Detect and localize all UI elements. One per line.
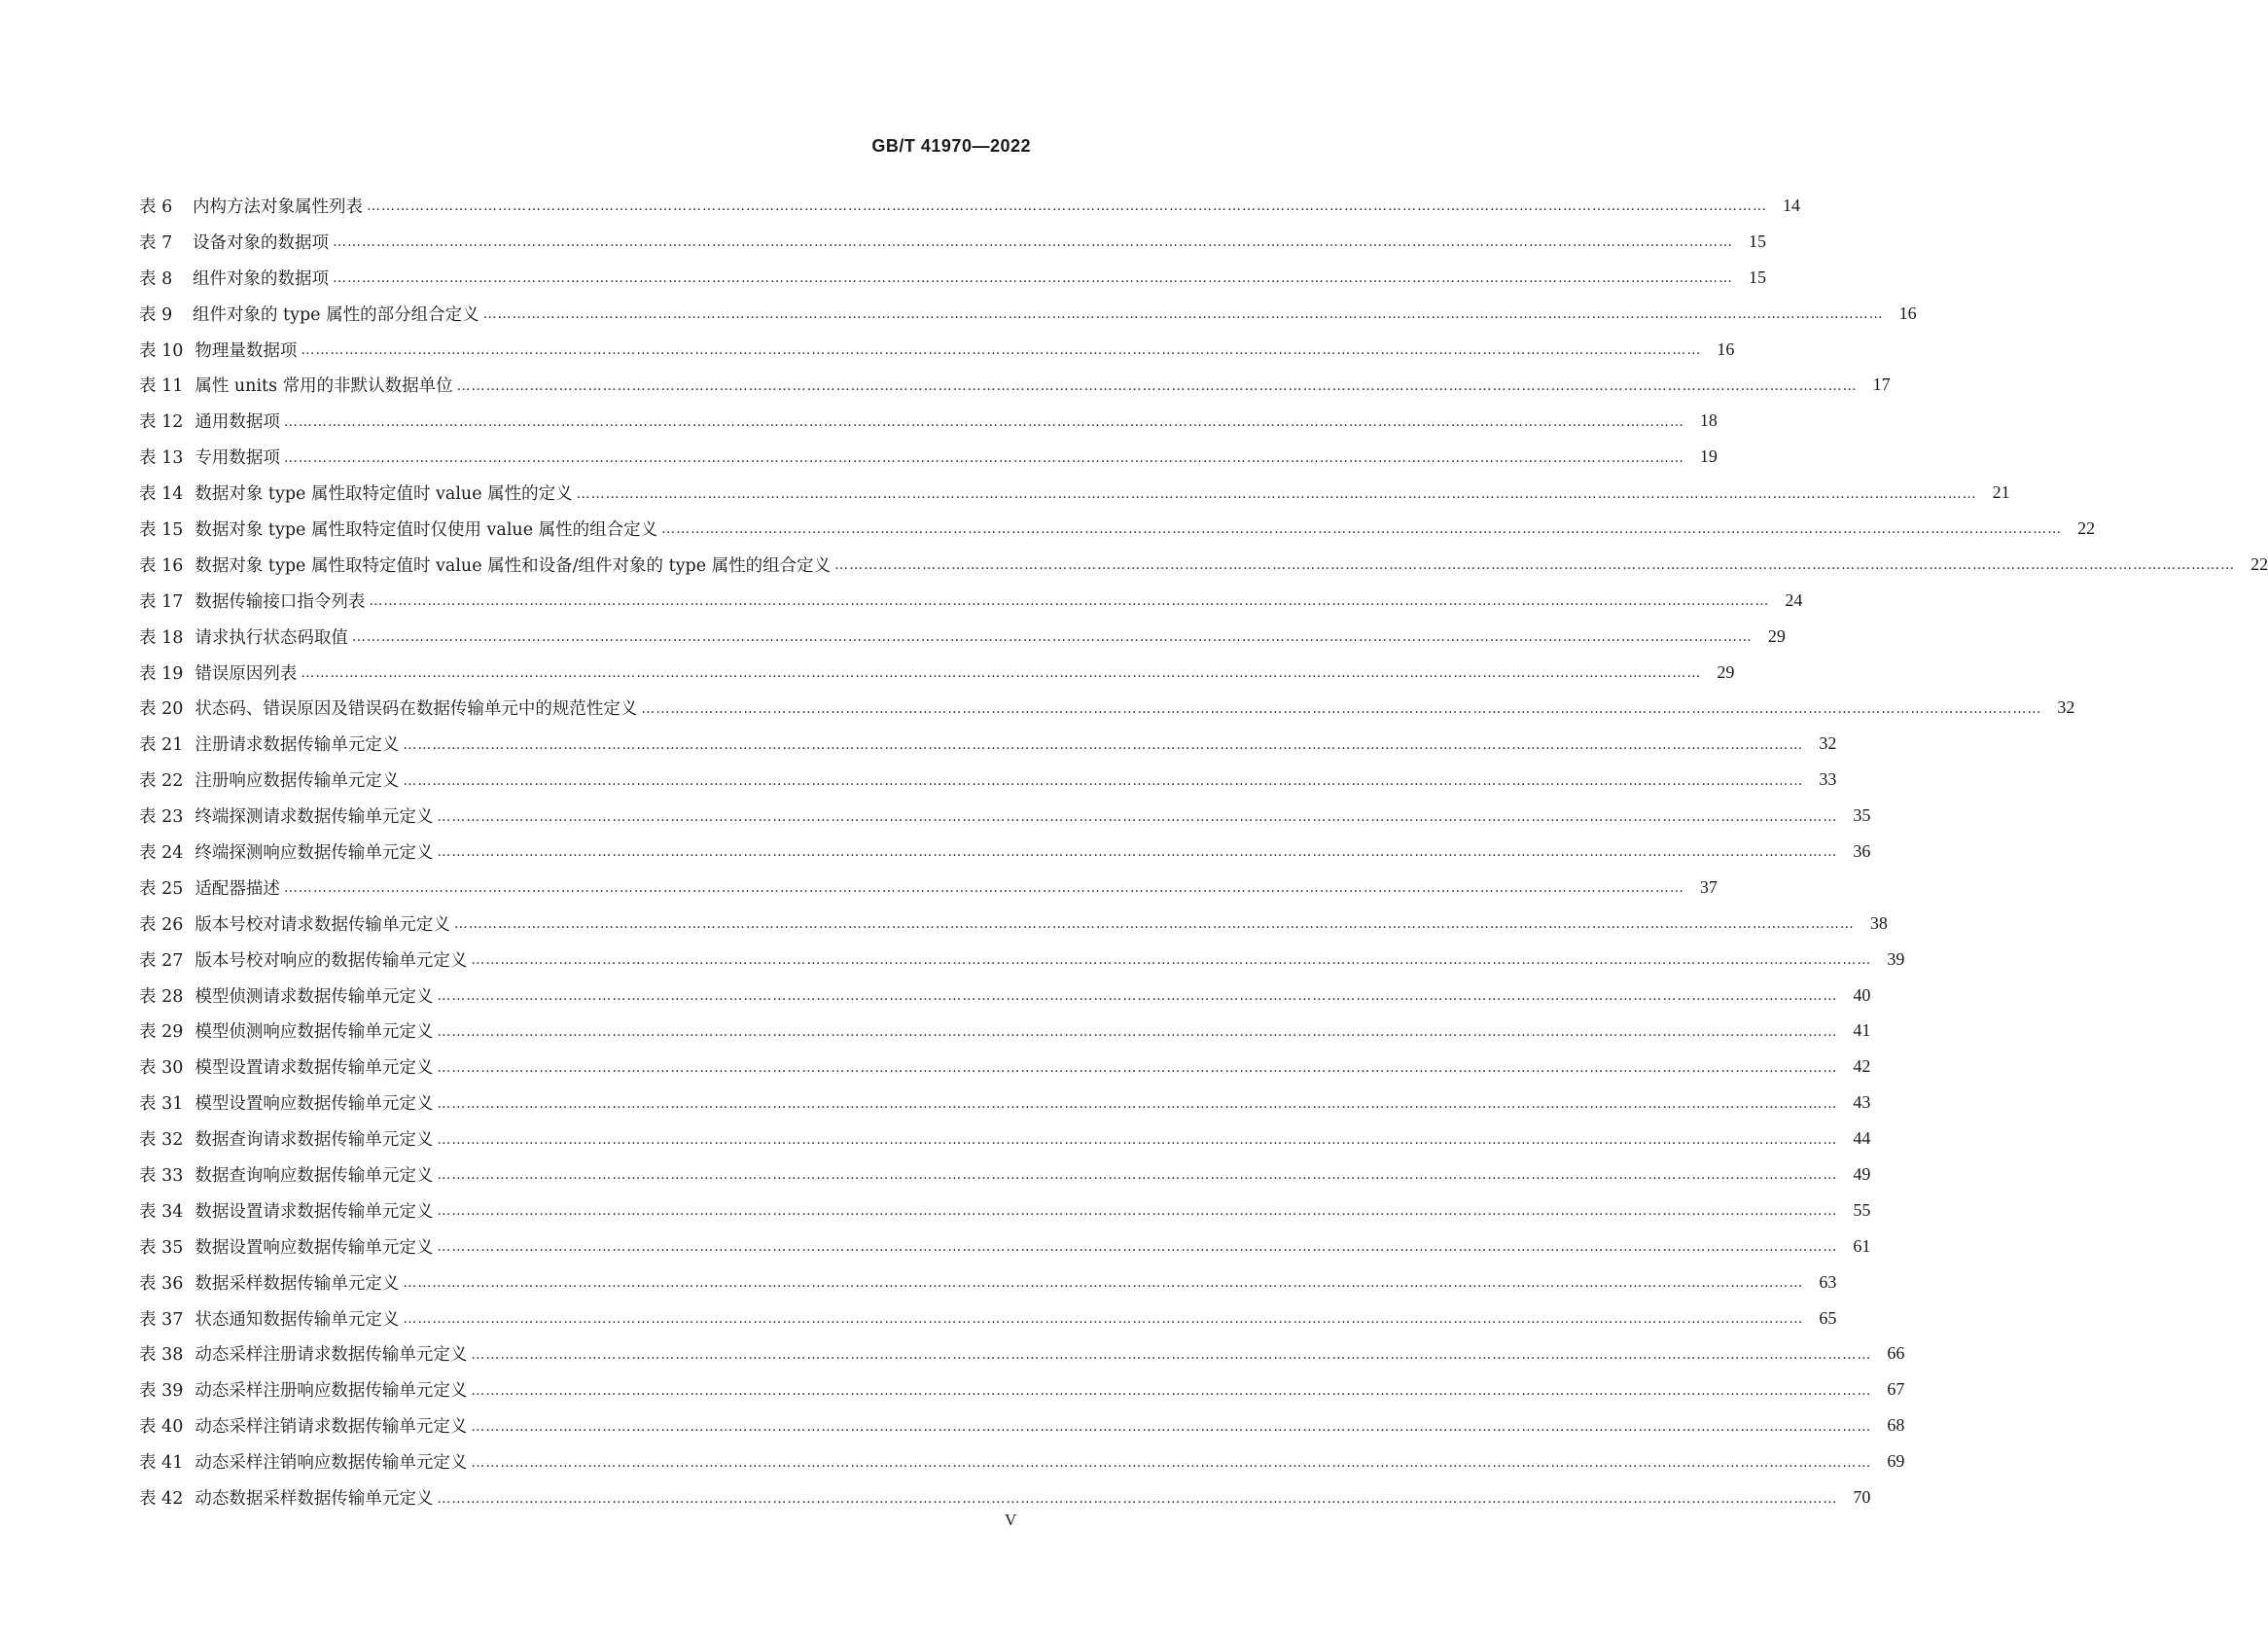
toc-entry[interactable]: [139, 1443, 1905, 1479]
table-of-tables: [139, 188, 2268, 1515]
toc-leader-dots: [471, 1348, 1871, 1362]
toc-entry-page: 32: [2057, 697, 2075, 718]
toc-entry-number: 表 7: [139, 232, 173, 253]
toc-entry-title: 组件对象的 type 属性的部分组合定义: [193, 304, 479, 325]
toc-entry-number: 表 18: [139, 627, 184, 648]
toc-entry-number: 表 29: [139, 1022, 184, 1043]
toc-entry[interactable]: [139, 690, 2075, 726]
toc-leader-dots: [471, 1384, 1871, 1398]
toc-entry-title: 模型侦测请求数据传输单元定义: [195, 986, 434, 1007]
toc-entry-page: 70: [1853, 1487, 1871, 1507]
toc-entry-title: 终端探测响应数据传输单元定义: [195, 842, 434, 863]
toc-entry-page: 17: [1872, 374, 1891, 395]
toc-entry-page: 18: [1699, 410, 1718, 431]
toc-entry-title: 组件对象的数据项: [193, 268, 329, 289]
toc-leader-dots: [367, 199, 1767, 213]
toc-leader-dots: [437, 989, 1837, 1003]
toc-entry-page: 14: [1783, 195, 1800, 215]
toc-entry-title: 数据采样数据传输单元定义: [195, 1273, 400, 1294]
toc-entry-number: 表 32: [139, 1130, 184, 1151]
toc-entry-page: 21: [1992, 482, 2010, 503]
toc-entry-number: 表 39: [139, 1381, 184, 1402]
toc-entry[interactable]: [139, 1479, 1871, 1515]
toc-leader-dots: [352, 630, 1753, 644]
toc-entry-title: 数据对象 type 属性取特定值时仅使用 value 属性的组合定义: [195, 519, 658, 540]
toc-entry-number: 表 34: [139, 1201, 184, 1222]
toc-entry-number: 表 38: [139, 1345, 184, 1366]
toc-leader-dots: [454, 917, 1855, 931]
toc-entry[interactable]: [139, 1193, 1871, 1228]
toc-leader-dots: [284, 451, 1684, 465]
toc-entry-page: 29: [1767, 625, 1786, 646]
toc-leader-dots: [437, 1168, 1837, 1182]
toc-entry[interactable]: [139, 367, 1891, 403]
toc-entry-page: 19: [1699, 446, 1718, 467]
toc-entry-title: 数据对象 type 属性取特定值时 value 属性的定义: [195, 484, 573, 505]
toc-entry-page: 22: [2077, 517, 2096, 538]
toc-entry-page: 67: [1887, 1379, 1905, 1400]
toc-entry-page: 22: [2250, 553, 2268, 574]
toc-entry[interactable]: [139, 188, 1800, 224]
toc-entry-number: 表 25: [139, 878, 184, 899]
toc-entry-number: 表 42: [139, 1489, 184, 1509]
toc-entry[interactable]: [139, 834, 1871, 870]
toc-entry-page: 41: [1853, 1020, 1871, 1041]
toc-leader-dots: [661, 522, 2062, 536]
toc-entry[interactable]: [139, 655, 1735, 691]
toc-entry-number: 表 16: [139, 555, 184, 576]
toc-leader-dots: [437, 1025, 1837, 1039]
toc-leader-dots: [301, 343, 1701, 357]
toc-entry-title: 终端探测请求数据传输单元定义: [195, 807, 434, 828]
toc-entry-page: 33: [1819, 769, 1837, 790]
toc-leader-dots: [284, 415, 1684, 429]
toc-entry-title: 状态通知数据传输单元定义: [195, 1309, 400, 1330]
toc-entry[interactable]: [139, 1336, 1905, 1372]
toc-entry-number: 表 13: [139, 448, 184, 469]
toc-leader-dots: [457, 379, 1858, 393]
toc-entry-number: 表 12: [139, 412, 184, 433]
toc-entry-page: 15: [1749, 231, 1766, 251]
toc-entry-number: 表 8: [139, 268, 173, 289]
toc-entry-page: 49: [1853, 1163, 1871, 1184]
toc-leader-dots: [403, 1276, 1803, 1290]
toc-leader-dots: [471, 1420, 1871, 1434]
toc-entry[interactable]: [139, 726, 1837, 762]
toc-leader-dots: [403, 738, 1803, 752]
toc-entry-number: 表 31: [139, 1094, 184, 1115]
toc-entry-title: 通用数据项: [195, 412, 280, 433]
toc-entry-title: 数据传输接口指令列表: [195, 591, 366, 612]
toc-leader-dots: [577, 487, 1977, 501]
toc-entry-title: 设备对象的数据项: [193, 232, 329, 253]
toc-entry-page: 63: [1819, 1271, 1837, 1292]
toc-entry-number: 表 20: [139, 699, 184, 720]
toc-leader-dots: [437, 845, 1837, 859]
toc-entry-page: 36: [1853, 840, 1871, 861]
toc-entry-title: 注册响应数据传输单元定义: [195, 771, 400, 792]
toc-entry-number: 表 35: [139, 1237, 184, 1258]
toc-entry[interactable]: [139, 1085, 1871, 1121]
toc-leader-dots: [437, 1061, 1837, 1075]
toc-entry-title: 版本号校对请求数据传输单元定义: [195, 914, 450, 935]
toc-entry-title: 数据查询请求数据传输单元定义: [195, 1130, 434, 1151]
toc-entry-page: 29: [1717, 661, 1735, 682]
toc-entry[interactable]: [139, 1407, 1905, 1443]
toc-entry[interactable]: [139, 332, 1735, 368]
standard-code: GB/T 41970—2022: [871, 136, 1031, 156]
toc-entry-page: 61: [1853, 1235, 1871, 1256]
toc-entry-number: 表 15: [139, 519, 184, 540]
toc-entry-page: 35: [1853, 805, 1871, 826]
toc-entry[interactable]: [139, 1157, 1871, 1193]
toc-entry-number: 表 40: [139, 1417, 184, 1438]
toc-entry[interactable]: [139, 1228, 1871, 1264]
toc-entry-title: 注册请求数据传输单元定义: [195, 735, 400, 756]
toc-entry-title: 动态采样注册请求数据传输单元定义: [195, 1345, 468, 1366]
toc-leader-dots: [483, 307, 1884, 321]
toc-entry-title: 动态采样注销请求数据传输单元定义: [195, 1417, 468, 1438]
toc-entry-number: 表 26: [139, 914, 184, 935]
toc-entry-number: 表 36: [139, 1273, 184, 1294]
toc-entry-title: 物理量数据项: [195, 340, 298, 361]
toc-entry-title: 模型设置响应数据传输单元定义: [195, 1094, 434, 1115]
toc-leader-dots: [437, 1204, 1837, 1218]
toc-entry-page: 40: [1853, 984, 1871, 1005]
toc-entry-title: 数据查询响应数据传输单元定义: [195, 1165, 434, 1186]
toc-entry-number: 表 11: [139, 376, 184, 397]
toc-entry-number: 表 22: [139, 771, 184, 792]
toc-leader-dots: [834, 558, 2235, 572]
page-number: V: [1005, 1511, 1017, 1529]
toc-entry[interactable]: [139, 619, 1786, 655]
toc-leader-dots: [471, 1456, 1871, 1470]
toc-leader-dots: [437, 1240, 1837, 1254]
toc-entry-number: 表 23: [139, 807, 184, 828]
toc-entry-title: 属性 units 常用的非默认数据单位: [195, 376, 453, 397]
toc-entry-page: 37: [1699, 876, 1718, 897]
toc-entry[interactable]: [139, 870, 1718, 906]
toc-entry-page: 55: [1853, 1199, 1871, 1220]
toc-entry[interactable]: [139, 547, 2268, 583]
toc-entry-number: 表 9: [139, 304, 173, 325]
toc-leader-dots: [403, 1312, 1803, 1326]
toc-entry-page: 38: [1869, 912, 1888, 933]
toc-leader-dots: [369, 594, 1769, 608]
toc-entry-number: 表 28: [139, 986, 184, 1007]
toc-entry-page: 44: [1853, 1128, 1871, 1149]
toc-entry-number: 表 30: [139, 1058, 184, 1079]
toc-entry-title: 动态采样注册响应数据传输单元定义: [195, 1381, 468, 1402]
toc-entry-title: 数据设置请求数据传输单元定义: [195, 1201, 434, 1222]
toc-entry-page: 16: [1898, 303, 1917, 323]
toc-entry-title: 模型侦测响应数据传输单元定义: [195, 1022, 434, 1043]
toc-leader-dots: [301, 666, 1701, 680]
toc-leader-dots: [403, 774, 1803, 788]
toc-entry-page: 65: [1819, 1307, 1837, 1328]
toc-entry[interactable]: [139, 260, 1766, 296]
toc-entry-number: 表 41: [139, 1453, 184, 1474]
toc-entry-number: 表 37: [139, 1309, 184, 1330]
toc-entry-title: 版本号校对响应的数据传输单元定义: [195, 950, 468, 971]
toc-entry-page: 15: [1749, 267, 1766, 287]
toc-entry-number: 表 21: [139, 735, 184, 756]
toc-entry-title: 错误原因列表: [195, 663, 298, 684]
toc-entry[interactable]: [139, 1371, 1905, 1407]
toc-entry-page: 24: [1785, 589, 1803, 610]
toc-entry-title: 模型设置请求数据传输单元定义: [195, 1058, 434, 1079]
toc-entry[interactable]: [139, 439, 1718, 475]
toc-entry-title: 专用数据项: [195, 448, 280, 469]
toc-entry-title: 内构方法对象属性列表: [193, 196, 363, 217]
toc-entry-title: 适配器描述: [195, 878, 280, 899]
toc-leader-dots: [284, 881, 1684, 895]
toc-entry[interactable]: [139, 1300, 1837, 1336]
toc-entry[interactable]: [139, 224, 1766, 260]
toc-entry-title: 状态码、错误原因及错误码在数据传输单元中的规范性定义: [195, 699, 638, 720]
toc-leader-dots: [333, 271, 1733, 285]
toc-entry-number: 表 14: [139, 484, 184, 505]
toc-entry[interactable]: [139, 1049, 1871, 1085]
toc-entry-page: 69: [1887, 1451, 1905, 1472]
toc-entry-title: 数据对象 type 属性取特定值时 value 属性和设备/组件对象的 type 属性的组合定义: [195, 555, 832, 576]
toc-leader-dots: [333, 235, 1733, 249]
toc-entry[interactable]: [139, 475, 2010, 511]
toc-entry-page: 43: [1853, 1092, 1871, 1113]
toc-entry-number: 表 19: [139, 663, 184, 684]
toc-entry-page: 32: [1819, 733, 1837, 754]
toc-entry[interactable]: [139, 296, 1917, 332]
toc-leader-dots: [437, 1492, 1837, 1506]
toc-entry-number: 表 10: [139, 340, 184, 361]
toc-entry-page: 66: [1887, 1343, 1905, 1364]
toc-entry-title: 动态数据采样数据传输单元定义: [195, 1489, 434, 1509]
toc-entry-title: 请求执行状态码取值: [195, 627, 348, 648]
toc-leader-dots: [437, 1133, 1837, 1147]
toc-entry-number: 表 6: [139, 196, 173, 217]
toc-entry-page: 39: [1887, 948, 1905, 969]
toc-entry[interactable]: [139, 906, 1888, 942]
toc-entry[interactable]: [139, 1121, 1871, 1157]
toc-entry[interactable]: [139, 798, 1871, 834]
toc-entry[interactable]: [139, 511, 2096, 547]
toc-entry-number: 表 17: [139, 591, 184, 612]
toc-entry-title: 动态采样注销响应数据传输单元定义: [195, 1453, 468, 1474]
toc-leader-dots: [471, 953, 1871, 967]
toc-entry-page: 16: [1717, 338, 1735, 359]
toc-entry[interactable]: [139, 978, 1871, 1014]
toc-entry[interactable]: [139, 942, 1905, 978]
toc-entry[interactable]: [139, 1264, 1837, 1300]
toc-entry[interactable]: [139, 583, 1803, 619]
toc-entry-title: 数据设置响应数据传输单元定义: [195, 1237, 434, 1258]
toc-entry[interactable]: [139, 403, 1718, 439]
toc-leader-dots: [641, 702, 2041, 716]
toc-entry-number: 表 33: [139, 1165, 184, 1186]
toc-entry-page: 68: [1887, 1415, 1905, 1436]
toc-entry-number: 表 24: [139, 842, 184, 863]
toc-leader-dots: [437, 1097, 1837, 1111]
toc-entry-number: 表 27: [139, 950, 184, 971]
toc-leader-dots: [437, 810, 1837, 824]
toc-entry-page: 42: [1853, 1056, 1871, 1077]
toc-entry[interactable]: [139, 762, 1837, 798]
toc-entry[interactable]: [139, 1013, 1871, 1049]
